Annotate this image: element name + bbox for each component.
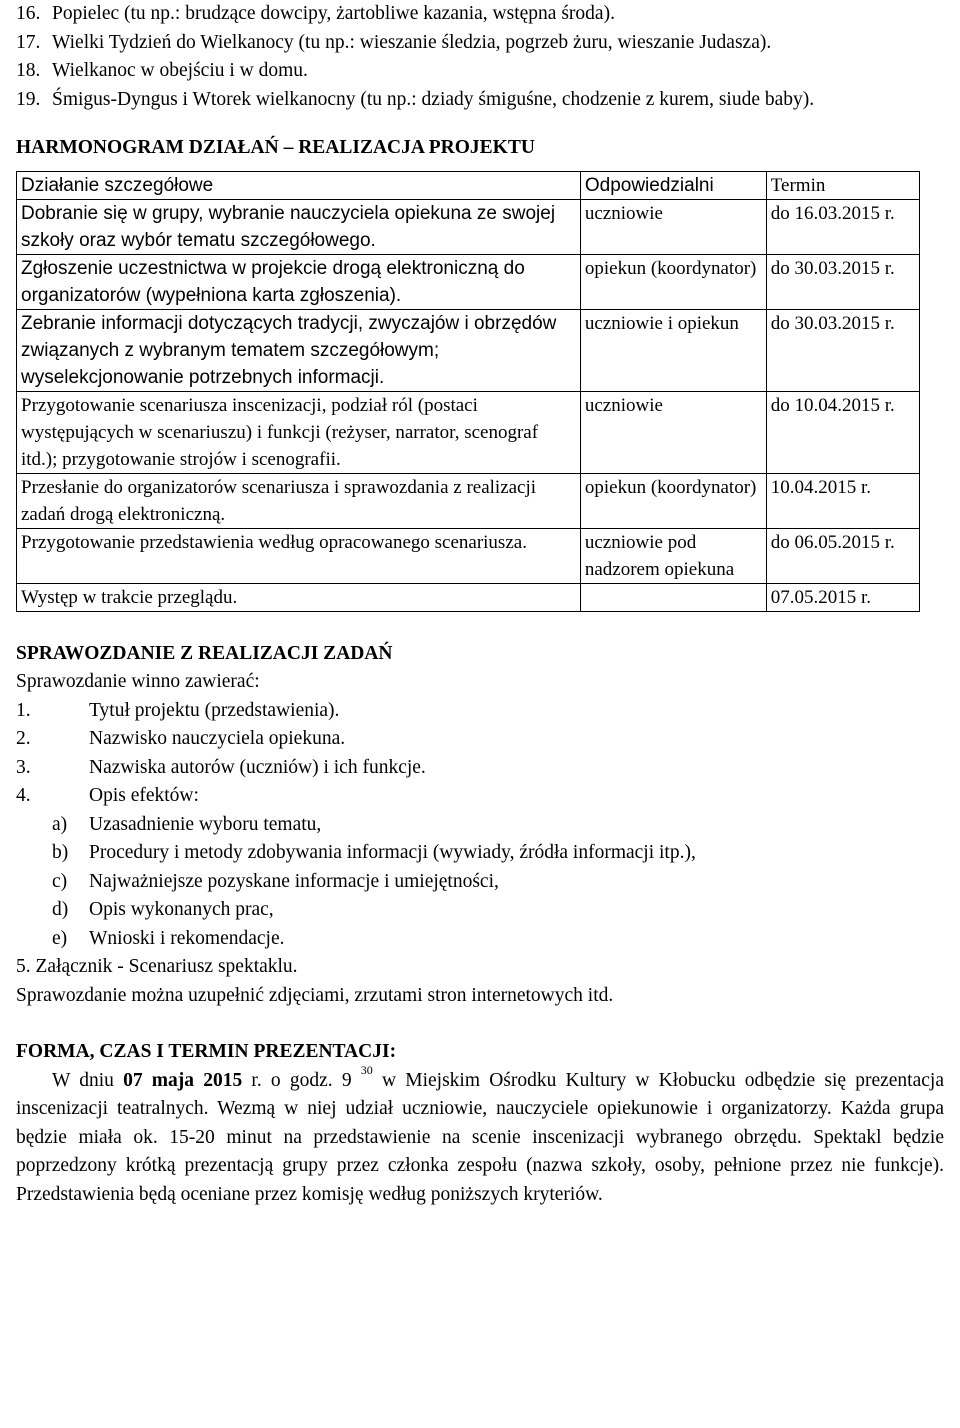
- presentation-title: FORMA, CZAS I TERMIN PREZENTACJI:: [16, 1041, 397, 1062]
- item-letter: e): [52, 927, 68, 949]
- item-text: Opis efektów:: [89, 785, 199, 806]
- item-number: 4.: [16, 785, 31, 806]
- item-number: 17.: [16, 31, 41, 53]
- table-row: [17, 528, 920, 583]
- table-header-row: [17, 171, 920, 199]
- item-text: Tytuł projektu (przedstawienia).: [89, 699, 340, 721]
- action-cell: Zebranie informacji dotyczących tradycji, zwyczajów i obrzędów związanych z wybranym tematem szczegółowym; wyselekcjonowanie potrzebnych informacji.: [17, 309, 581, 391]
- item-text: Uzasadnienie wyboru tematu,: [89, 813, 322, 835]
- responsible-cell: uczniowie i opiekun: [580, 309, 766, 391]
- item-text: Najważniejsze pozyskane informacje i umiejętności,: [89, 870, 499, 892]
- paragraph-body: w Miejskim Ośrodku Kultury w Kłobucku odbędzie się prezentacja inscenizacji teatralnych. Wezmą w niej udział uczniowie, nauczyciele opiekunowie i organizatorzy. Każda grupa będzie miała ok. 15-20 minut na przedstawienie na scenie inscenizacji wybranego obrzędu. Spektakl będzie poprzedzony krótką prezentacją grupy przez członka zespołu (nazwa szkoły, osoby, pełnione przez nie funkcje). Przedstawienia będą oceniane przez komisję według poniższych kryteriów.: [16, 1069, 944, 1205]
- term-cell: do 30.03.2015 r.: [766, 254, 919, 309]
- presentation-paragraph: [16, 1062, 944, 1210]
- item-number: 19.: [16, 88, 41, 110]
- item-text: Śmigus-Dyngus i Wtorek wielkanocny (tu np.: dziady śmiguśne, chodzenie z kurem, siude baby).: [52, 88, 815, 110]
- table-row: [17, 309, 920, 391]
- table-row: [17, 391, 920, 473]
- item-letter: b): [52, 842, 69, 863]
- list-item: [16, 697, 944, 726]
- action-cell: Dobranie się w grupy, wybranie nauczyciela opiekuna ze swojej szkoły oraz wybór tematu szczegółowego.: [17, 199, 581, 254]
- item-text: Wnioski i rekomendacje.: [89, 927, 285, 949]
- item-letter: d): [52, 899, 69, 920]
- table-row: [17, 254, 920, 309]
- paragraph-time: r. o godz. 9: [242, 1069, 361, 1091]
- term-cell: 07.05.2015 r.: [766, 583, 919, 611]
- header-responsible: Odpowiedzialni: [580, 171, 766, 199]
- item-text: Popielec (tu np.: brudzące dowcipy, żartobliwe kazania, wstępna środa).: [52, 3, 615, 24]
- item-letter: c): [52, 870, 68, 892]
- term-cell: do 16.03.2015 r.: [766, 199, 919, 254]
- responsible-cell: opiekun (koordynator): [580, 254, 766, 309]
- list-item: [16, 86, 944, 115]
- tradition-topics-list: [16, 0, 944, 114]
- table-row: [17, 583, 920, 611]
- list-item: [16, 811, 944, 840]
- item-text: Wielkanoc w obejściu i w domu.: [52, 60, 308, 81]
- list-item: [16, 839, 944, 868]
- table-row: [17, 473, 920, 528]
- presentation-date: 07 maja 2015: [123, 1069, 243, 1091]
- header-term: Termin: [766, 171, 919, 199]
- action-cell: Przygotowanie przedstawienia według opracowanego scenariusza.: [17, 528, 581, 583]
- list-item: [16, 725, 944, 754]
- list-item: [16, 925, 944, 954]
- report-section: [16, 640, 944, 1011]
- list-item: [16, 896, 944, 925]
- item-number: 2.: [16, 728, 31, 749]
- time-minutes-sup: 30: [360, 1062, 373, 1077]
- item-text: Nazwiska autorów (uczniów) i ich funkcje.: [89, 756, 426, 778]
- list-item: [16, 868, 944, 897]
- term-cell: do 06.05.2015 r.: [766, 528, 919, 583]
- item-number: 18.: [16, 60, 41, 81]
- item-text: Nazwisko nauczyciela opiekuna.: [89, 728, 346, 749]
- report-attachment-item: 5. Załącznik - Scenariusz spektaklu.: [16, 956, 298, 977]
- item-letter: a): [52, 813, 68, 835]
- header-action: Działanie szczegółowe: [17, 171, 581, 199]
- harmonogram-table: [16, 171, 920, 612]
- term-cell: do 30.03.2015 r.: [766, 309, 919, 391]
- term-cell: 10.04.2015 r.: [766, 473, 919, 528]
- list-item: [16, 57, 944, 86]
- action-cell: Zgłoszenie uczestnictwa w projekcie drogą elektroniczną do organizatorów (wypełniona karta zgłoszenia).: [17, 254, 581, 309]
- action-cell: Występ w trakcie przeglądu.: [17, 583, 581, 611]
- responsible-cell: [580, 583, 766, 611]
- action-cell: Przesłanie do organizatorów scenariusza i sprawozdania z realizacji zadań drogą elektroniczną.: [17, 473, 581, 528]
- presentation-section: [16, 1038, 944, 1209]
- responsible-cell: uczniowie: [580, 391, 766, 473]
- effects-sublist: [16, 811, 944, 954]
- report-note: Sprawozdanie można uzupełnić zdjęciami, zrzutami stron internetowych itd.: [16, 984, 614, 1006]
- list-item: [16, 754, 944, 783]
- list-item: [16, 782, 944, 811]
- item-number: 3.: [16, 756, 31, 778]
- item-number: 16.: [16, 3, 41, 24]
- responsible-cell: uczniowie pod nadzorem opiekuna: [580, 528, 766, 583]
- item-text: Procedury i metody zdobywania informacji (wywiady, źródła informacji itp.),: [89, 842, 696, 863]
- item-text: Opis wykonanych prac,: [89, 899, 274, 920]
- report-title: SPRAWOZDANIE Z REALIZACJI ZADAŃ: [16, 642, 393, 664]
- table-row: [17, 199, 920, 254]
- list-item: [16, 0, 944, 29]
- term-cell: do 10.04.2015 r.: [766, 391, 919, 473]
- item-number: 1.: [16, 699, 31, 721]
- list-item: [16, 29, 944, 58]
- item-text: Wielki Tydzień do Wielkanocy (tu np.: wieszanie śledzia, pogrzeb żuru, wieszanie Judasza).: [52, 31, 772, 53]
- report-items-list: [16, 697, 944, 811]
- responsible-cell: uczniowie: [580, 199, 766, 254]
- report-intro: Sprawozdanie winno zawierać:: [16, 671, 260, 692]
- harmonogram-title: HARMONOGRAM DZIAŁAŃ – REALIZACJA PROJEKTU: [16, 137, 535, 158]
- paragraph-start: W dniu: [52, 1069, 124, 1091]
- action-cell: Przygotowanie scenariusza inscenizacji, podział ról (postaci występujących w scenariuszu) i funkcji (reżyser, narrator, scenograf itd.); przygotowanie strojów i scenografii.: [17, 391, 581, 473]
- responsible-cell: opiekun (koordynator): [580, 473, 766, 528]
